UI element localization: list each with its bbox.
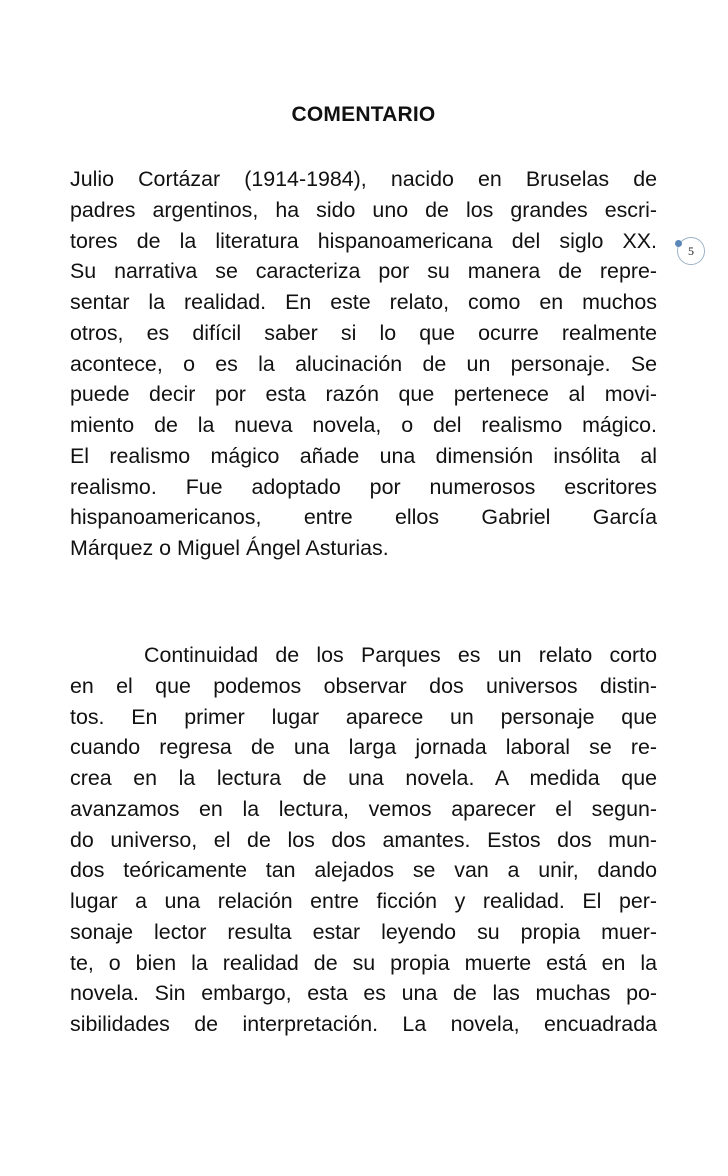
paragraph-line: padres argentinos, ha sido uno de los grandes escri- xyxy=(70,197,657,222)
paragraph-line: El realismo mágico añade una dimensión insólita al xyxy=(70,443,657,468)
paragraph-line: do universo, el de los dos amantes. Estos dos mun- xyxy=(70,827,657,852)
paragraph-line: avanzamos en la lectura, vemos aparecer el segun- xyxy=(70,796,657,821)
paragraph-line: sibilidades de interpretación. La novela, encuadrada xyxy=(70,1012,657,1036)
paragraph-line: puede decir por esta razón que pertenece al movi- xyxy=(70,382,657,407)
paragraph-line: tores de la literatura hispanoamericana del siglo XX. xyxy=(70,228,657,253)
page-title: COMENTARIO xyxy=(291,103,436,126)
paragraph-line: cuando regresa de una larga jornada laboral se re- xyxy=(70,735,657,760)
paragraph-line: miento de la nueva novela, o del realismo mágico. xyxy=(70,413,657,437)
paragraph-line: Julio Cortázar (1914-1984), nacido en Bruselas de xyxy=(70,167,657,191)
paragraph-line: lugar a una relación entre ficción y realidad. El per- xyxy=(70,889,657,913)
paragraph-line: hispanoamericanos, entre ellos Gabriel García xyxy=(70,505,657,530)
paragraph-1 xyxy=(70,164,657,564)
paragraph-line: crea en la lectura de una novela. A medida que xyxy=(70,766,657,790)
paragraph-line: realismo. Fue adoptado por numerosos escritores xyxy=(70,474,657,499)
paragraph-line: dos teóricamente tan alejados se van a unir, dando xyxy=(70,858,657,883)
paragraph-line: Su narrativa se caracteriza por su manera de repre- xyxy=(70,259,657,284)
paragraph-line: te, o bien la realidad de su propia muerte está en la xyxy=(70,950,657,975)
paragraph-line: Continuidad de los Parques es un relato corto xyxy=(144,643,657,667)
page-badge-dot-icon xyxy=(675,240,682,247)
paragraph-line: sonaje lector resulta estar leyendo su propia muer- xyxy=(70,919,657,944)
paragraph-line: acontece, o es la alucinación de un personaje. Se xyxy=(70,351,657,376)
paragraph-line: Márquez o Miguel Ángel Asturias. xyxy=(70,536,389,560)
paragraph-line: en el que podemos observar dos universos distin- xyxy=(70,673,657,698)
paragraph-line: tos. En primer lugar aparece un personaje que xyxy=(70,704,657,729)
page-number-badge: 5 xyxy=(677,237,705,265)
paragraph-line: novela. Sin embargo, esta es una de las muchas po- xyxy=(70,981,657,1006)
paragraph-line: sentar la realidad. En este relato, como en muchos xyxy=(70,290,657,314)
paragraph-2 xyxy=(70,640,657,1040)
paragraph-line: otros, es difícil saber si lo que ocurre realmente xyxy=(70,320,657,345)
